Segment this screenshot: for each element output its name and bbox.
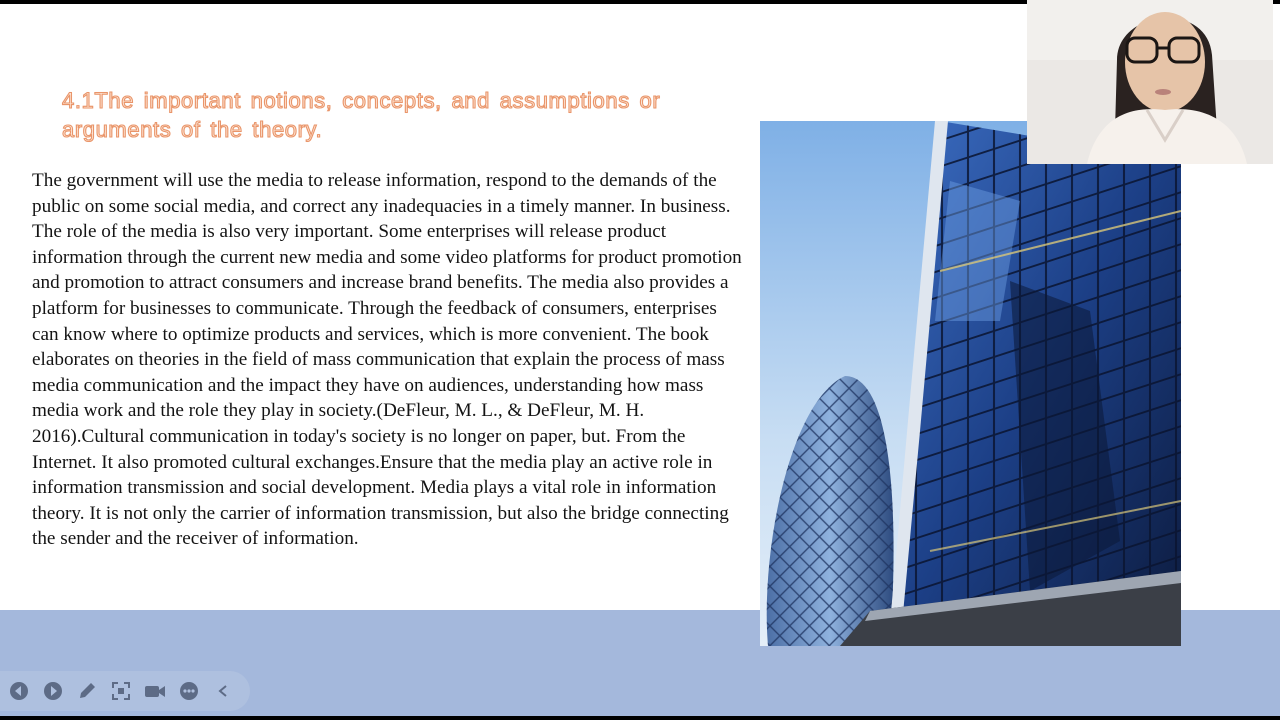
camera-button[interactable] [144, 680, 166, 702]
slide-title: 4.1The important notions, concepts, and assumptions or arguments of the theory. [62, 88, 661, 142]
ellipsis-circle-icon [179, 681, 199, 701]
video-camera-icon [144, 681, 166, 701]
pencil-icon [77, 681, 97, 701]
presenter-webcam-feed [1027, 0, 1273, 164]
slide-body-text: The government will use the media to release information, respond to the demands of the public on some social media, and correct any inadequacies in a timely manner. In business. The role of the media is also very important. Some enterprises will release product information through the current new media and some video platforms for product promotion and promotion to attract consumers and increase brand benefits. The media also provides a platform for businesses to communicate. Through the feedback of consumers, enterprises can know where to optimize products and services, which is more convenient. The book elaborates on theories in the field of mass communication that explain the process of mass media communication and the impact they have on audiences, understanding how mass media work and the role they play in society.(DeFleur, M. L., & DeFleur, M. H. 2016).Cultural communication in today's society is no longer on paper, but. From the Internet. It also promoted cultural exchanges.Ensure that the media play an active role in information transmission and social development. Media plays a vital role in information theory. It is not only the carrier of information transmission, but also the bridge connecting the sender and the receiver of information. [32, 170, 742, 550]
right-arrow-circle-icon [43, 681, 63, 701]
chevron-left-icon [216, 681, 230, 701]
screen-bottom-border [0, 716, 1280, 720]
more-options-button[interactable] [178, 680, 200, 702]
zoom-button[interactable] [110, 680, 132, 702]
previous-slide-button[interactable] [8, 680, 30, 702]
left-arrow-circle-icon [9, 681, 29, 701]
collapse-toolbar-button[interactable] [212, 680, 234, 702]
screen-focus-icon [111, 681, 131, 701]
skyscraper-photo [760, 121, 1181, 646]
slideshow-toolbar [0, 671, 250, 711]
pen-tool-button[interactable] [76, 680, 98, 702]
next-slide-button[interactable] [42, 680, 64, 702]
